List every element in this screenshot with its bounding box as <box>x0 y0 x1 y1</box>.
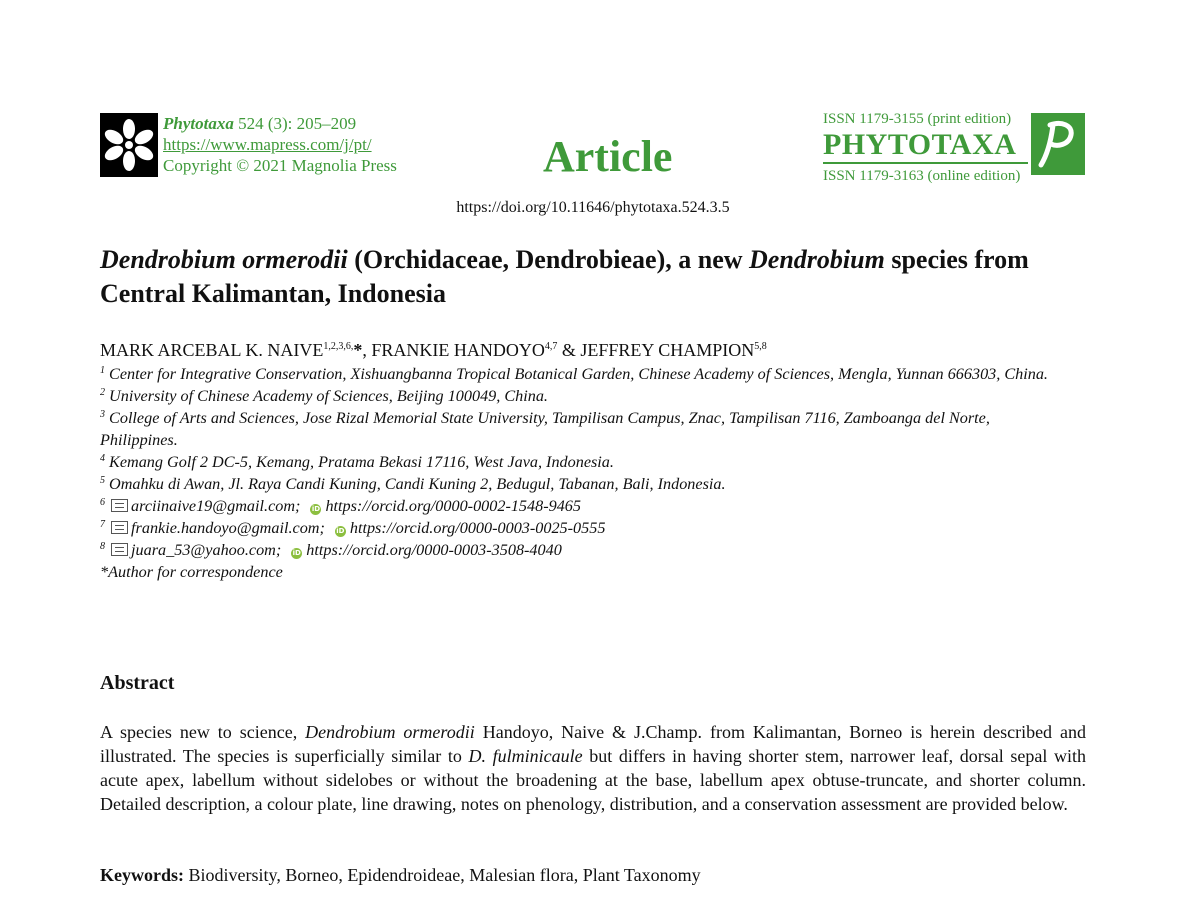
contact-number: 8 <box>100 541 105 552</box>
affiliation-number: 1 <box>100 365 105 376</box>
correspondence-note: *Author for correspondence <box>100 563 283 581</box>
author-name: & JEFFREY CHAMPION <box>557 340 755 360</box>
affiliation-number: 2 <box>100 387 105 398</box>
author-affil-numbers: 5,8 <box>754 341 767 352</box>
flower-logo-icon <box>100 113 158 177</box>
email-link[interactable]: arciinaive19@gmail.com; <box>131 497 301 515</box>
abstract-text <box>100 720 1086 816</box>
journal-url-link[interactable]: https://www.mapress.com/j/pt/ <box>163 135 372 154</box>
orcid-link[interactable]: https://orcid.org/0000-0002-1548-9465 <box>325 497 581 515</box>
title-text-part: (Orchidaceae, Dendrobieae), a new <box>347 245 750 274</box>
affiliation-item <box>100 473 1060 495</box>
mail-icon <box>111 521 128 534</box>
journal-info <box>163 113 397 176</box>
doi-link[interactable]: https://doi.org/10.11646/phytotaxa.524.3.5 <box>456 199 730 216</box>
affiliation-number: 3 <box>100 409 105 420</box>
mail-icon <box>111 543 128 556</box>
author-name: MARK ARCEBAL K. NAIVE <box>100 340 324 360</box>
orcid-link[interactable]: https://orcid.org/0000-0003-0025-0555 <box>349 519 606 537</box>
affiliation-item <box>100 407 1060 451</box>
abstract-species-name: Dendrobium ormerodii <box>305 722 475 742</box>
article-label: Article <box>543 132 673 181</box>
author-affil-numbers: 1,2,3,6, <box>323 341 354 352</box>
affiliation-item <box>100 451 1060 473</box>
author-name: , FRANKIE HANDOYO <box>362 340 545 360</box>
orcid-icon: iD <box>311 505 321 513</box>
title-text-part: species from Central Kalimantan, Indonesia <box>100 245 1029 308</box>
affiliation-item <box>100 385 1060 407</box>
contact-row <box>100 517 1060 539</box>
abstract-text-part: Handoyo, Naive & J.Champ. from Kalimantan, Borneo is herein described and illustrated. The species is superficially similar to <box>100 722 1086 766</box>
volume-pages: 524 (3): 205–209 <box>233 114 357 133</box>
contact-row <box>100 495 1060 517</box>
author-affil-numbers: 4,7 <box>544 341 558 352</box>
p-logo-icon <box>1031 113 1085 175</box>
contact-row <box>100 539 1060 561</box>
affiliation-item <box>100 363 1060 385</box>
affiliations <box>100 363 1060 583</box>
abstract-species-name: D. fulminicaule <box>468 746 583 766</box>
affiliation-text: College of Arts and Sciences, Jose Rizal Memorial State University, Tampilisan Campus, Znac, Tampilisan 7116, Zamboanga del Norte, Philippines. <box>100 409 990 449</box>
orcid-icon: iD <box>292 549 301 557</box>
keywords <box>100 865 701 886</box>
email-link[interactable]: juara_53@yahoo.com; <box>131 541 282 559</box>
affiliation-text: Center for Integrative Conservation, Xishuangbanna Tropical Botanical Garden, Chinese Academy of Sciences, Mengla, Yunnan 666303, China. <box>105 365 1048 383</box>
title-species-name: Dendrobium ormerodii <box>100 245 348 274</box>
keywords-list: Biodiversity, Borneo, Epidendroideae, Malesian flora, Plant Taxonomy <box>184 865 701 885</box>
contact-number: 6 <box>100 497 105 508</box>
issn-print: ISSN 1179-3155 (print edition) <box>823 111 1012 127</box>
affiliation-number: 5 <box>100 475 105 486</box>
title-genus-name: Dendrobium <box>749 245 885 274</box>
affiliation-text: Kemang Golf 2 DC-5, Kemang, Pratama Bekasi 17116, West Java, Indonesia. <box>105 453 614 471</box>
affiliation-text: University of Chinese Academy of Sciences, Beijing 100049, China. <box>105 387 548 405</box>
author-list <box>100 339 767 361</box>
abstract-text-part: but differs in having shorter stem, narrower leaf, dorsal sepal with acute apex, labellum without sidelobes or without the broadening at the base, labellum apex obtuse-truncate, and shorter column. Detailed description, a colour plate, line drawing, notes on phenology, distribution, and a conservation assessment are provided below. <box>100 746 1086 814</box>
copyright-text: Copyright © 2021 Magnolia Press <box>163 156 397 175</box>
issn-online: ISSN 1179-3163 (online edition) <box>823 168 1021 184</box>
abstract-text-part: A species new to science, <box>100 722 306 742</box>
corresponding-star: * <box>353 340 363 360</box>
keywords-label: Keywords: <box>100 865 184 885</box>
paper-title <box>100 243 1090 311</box>
affiliation-number: 4 <box>100 453 105 464</box>
mail-icon <box>111 499 128 512</box>
affiliation-text: Omahku di Awan, Jl. Raya Candi Kuning, Candi Kuning 2, Bedugul, Tabanan, Bali, Indonesia. <box>105 475 726 493</box>
journal-name: Phytotaxa <box>163 114 234 133</box>
orcid-link[interactable]: https://orcid.org/0000-0003-3508-4040 <box>306 541 562 559</box>
journal-brand-block <box>823 110 1028 185</box>
contact-number: 7 <box>100 519 105 530</box>
abstract-heading: Abstract <box>100 672 175 694</box>
orcid-icon: iD <box>336 527 345 535</box>
journal-brand: PHYTOTAXA <box>823 129 1028 164</box>
email-link[interactable]: frankie.handoyo@gmail.com; <box>131 519 325 537</box>
